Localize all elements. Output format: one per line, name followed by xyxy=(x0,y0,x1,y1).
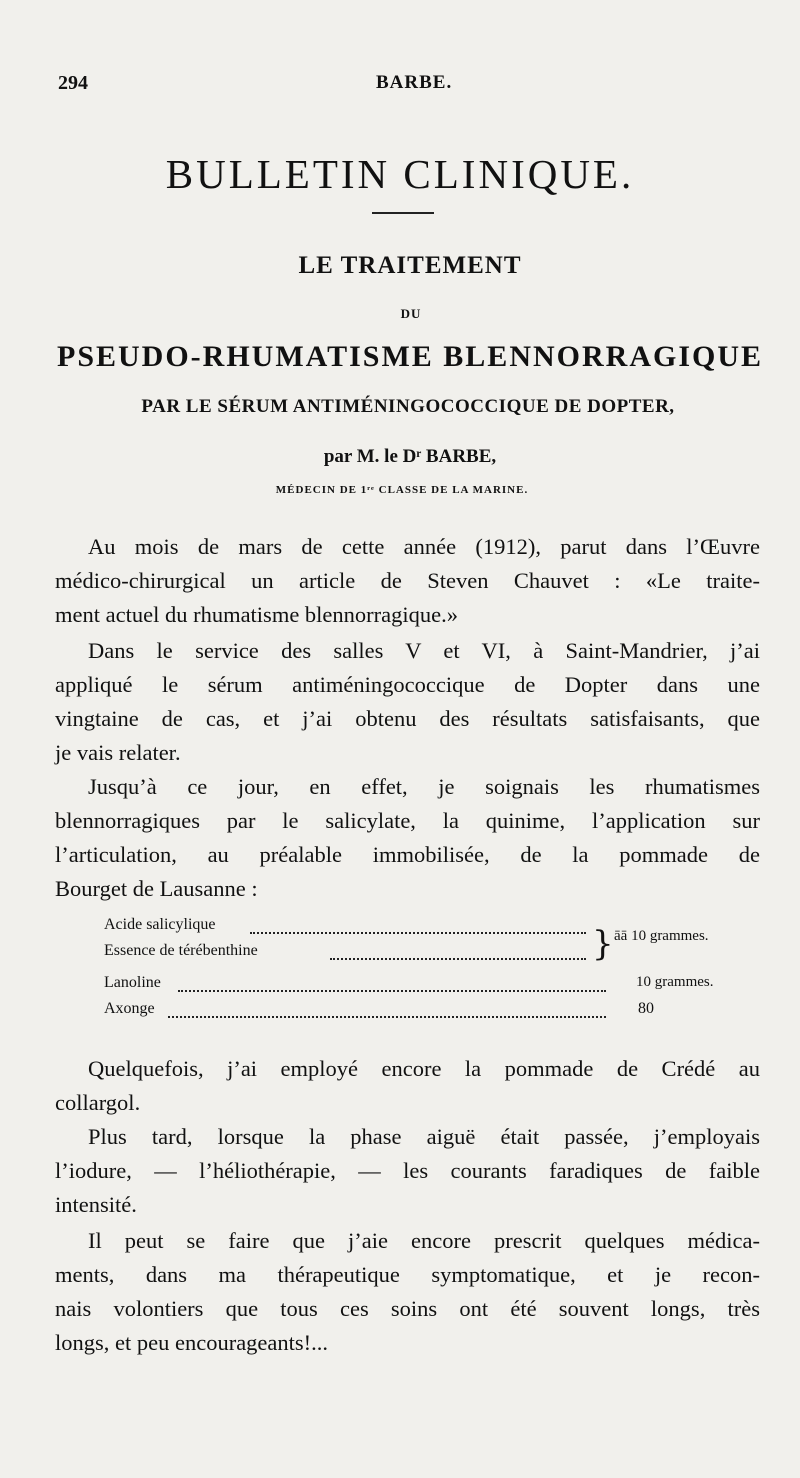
running-title: BARBE. xyxy=(376,72,453,93)
paragraph-3-line: l’articulation, au préalable immobilisée, de la pommade de xyxy=(55,842,760,867)
running-header xyxy=(58,72,760,102)
recipe-quantity: 80 xyxy=(638,1000,654,1017)
title-divider xyxy=(372,212,434,214)
paragraph-6-line: longs, et peu encourageants!... xyxy=(55,1330,329,1355)
author-affiliation: MÉDECIN DE 1ʳᵉ CLASSE DE LA MARINE. xyxy=(275,484,529,496)
paragraph-4-line: collargol. xyxy=(55,1090,141,1115)
paragraph-6-line: nais volontiers que tous ces soins ont été souvent longs, très xyxy=(55,1296,760,1321)
paragraph-3-line: blennorragiques par le salicylate, la quinime, l’application sur xyxy=(55,808,760,833)
paragraph-5-line: Plus tard, lorsque la phase aiguë était passée, j’employais xyxy=(88,1124,760,1149)
paragraph-1-line: ment actuel du rhumatisme blennorragique.» xyxy=(55,602,459,627)
paragraph-3-line: Jusqu’à ce jour, en effet, je soignais les rhumatismes xyxy=(88,774,760,799)
paragraph-6-line: Il peut se faire que j’aie encore prescrit quelques médica- xyxy=(88,1228,760,1253)
article-title-line-1: LE TRAITEMENT xyxy=(298,252,522,279)
paragraph-2-line: Dans le service des salles V et VI, à Saint-Mandrier, j’ai xyxy=(88,638,760,663)
article-title-line-3: PAR LE SÉRUM ANTIMÉNINGOCOCCIQUE DE DOPTER, xyxy=(141,396,675,417)
paragraph-3-line: Bourget de Lausanne : xyxy=(55,876,258,901)
page-number: 294 xyxy=(58,72,88,94)
recipe-item: Essence de térébenthine xyxy=(104,942,258,959)
dot-leader xyxy=(178,990,606,992)
paragraph-2-line: je vais relater. xyxy=(55,740,181,765)
recipe-item: Acide salicylique xyxy=(104,916,216,933)
paragraph-2-line: appliqué le sérum antiméningococcique de Dopter dans une xyxy=(55,672,760,697)
paragraph-1-line: Au mois de mars de cette année (1912), parut dans l’Œuvre xyxy=(88,534,760,559)
paragraph-2-line: vingtaine de cas, et j’ai obtenu des résultats satisfaisants, que xyxy=(55,706,760,731)
section-title: BULLETIN CLINIQUE. xyxy=(165,151,635,197)
paragraph-4-line: Quelquefois, j’ai employé encore la pommade de Crédé au xyxy=(88,1056,760,1081)
author-byline: par M. le Dʳ BARBE, xyxy=(323,446,497,467)
recipe-item: Axonge xyxy=(104,1000,155,1017)
dot-leader xyxy=(168,1016,606,1018)
paragraph-1-line: médico-chirurgical un article de Steven Chauvet : «Le traite- xyxy=(55,568,760,593)
recipe-quantity: āā 10 grammes. xyxy=(614,928,709,944)
recipe-brace: } xyxy=(592,924,614,964)
recipe-item: Lanoline xyxy=(104,974,161,991)
paragraph-6-line: ments, dans ma thérapeutique symptomatique, et je recon- xyxy=(55,1262,760,1287)
paragraph-5-line: l’iodure, — l’héliothérapie, — les courants faradiques de faible xyxy=(55,1158,760,1183)
recipe-quantity: 10 grammes. xyxy=(636,974,714,990)
paragraph-5-line: intensité. xyxy=(55,1192,137,1217)
article-title-connector: DU xyxy=(400,306,422,321)
dot-leader xyxy=(250,932,586,934)
dot-leader xyxy=(330,958,586,960)
article-title-line-2: PSEUDO-RHUMATISME BLENNORRAGIQUE xyxy=(57,340,763,373)
